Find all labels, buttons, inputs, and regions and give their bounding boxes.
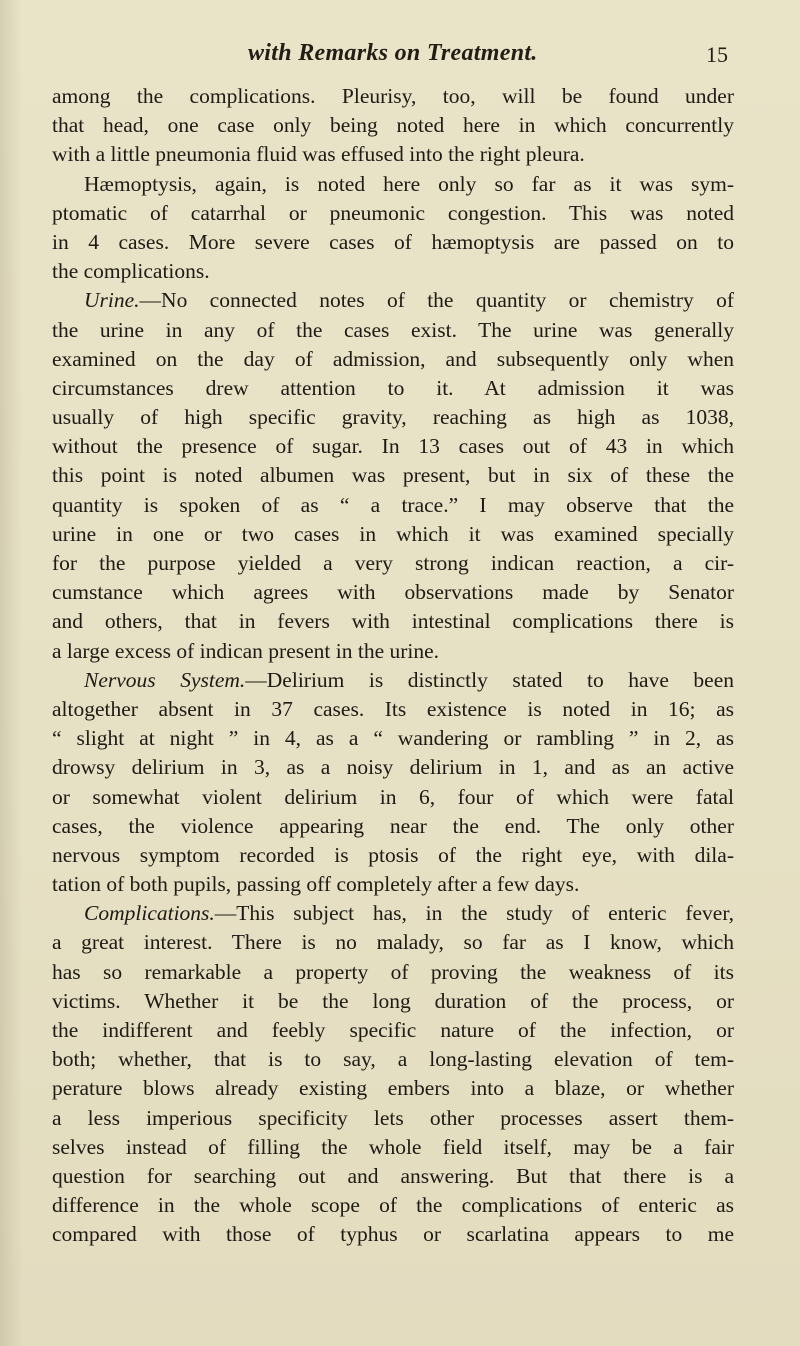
text-line: selves instead of filling the whole field itself, may be a fair bbox=[52, 1134, 734, 1159]
text-line: cases, the violence appearing near the end. The only other bbox=[52, 813, 734, 838]
text-segment: —No connected notes of the quantity or chemistry of bbox=[139, 288, 734, 313]
text-line: difference in the whole scope of the complications of enteric as bbox=[52, 1193, 734, 1218]
text-line: quantity is spoken of as “ a trace.” I may observe that the bbox=[52, 492, 734, 517]
text-segment: —Delirium is distinctly stated to have been bbox=[245, 667, 734, 692]
text-line: among the complications. Pleurisy, too, will be found under bbox=[52, 84, 734, 108]
section-heading-urine: Urine. bbox=[84, 288, 140, 313]
section-line-nervous-system bbox=[52, 666, 734, 695]
text-line: and others, that in fevers with intestinal complications there is bbox=[52, 609, 734, 634]
text-line: both; whether, that is to say, a long-lasting elevation of tem- bbox=[52, 1047, 734, 1072]
text-line: or somewhat violent delirium in 6, four of which were fatal bbox=[52, 784, 734, 809]
text-line: circumstances drew attention to it. At admission it was bbox=[52, 375, 734, 400]
text-line: urine in one or two cases in which it was examined specially bbox=[52, 521, 734, 546]
section-heading-nervous-system: Nervous System. bbox=[84, 667, 246, 692]
section-line-urine bbox=[52, 286, 734, 315]
text-line: a less imperious specificity lets other processes assert them- bbox=[52, 1105, 734, 1130]
text-line: “ slight at night ” in 4, as a “ wandering or rambling ” in 2, as bbox=[52, 726, 734, 751]
text-line: cumstance which agrees with observations made by Senator bbox=[52, 580, 734, 605]
running-title: with Remarks on Treatment. bbox=[248, 40, 538, 66]
page-number: 15 bbox=[706, 42, 728, 67]
text-line: a great interest. There is no malady, so far as I know, which bbox=[52, 930, 734, 955]
text-line: examined on the day of admission, and subsequently only when bbox=[52, 346, 734, 371]
text-line: victims. Whether it be the long duration of the process, or bbox=[52, 988, 734, 1013]
body-text bbox=[52, 82, 734, 1250]
text-line: question for searching out and answering. But that there is a bbox=[52, 1163, 734, 1188]
text-line: tation of both pupils, passing off completely after a few days. bbox=[52, 872, 580, 897]
text-segment: —This subject has, in the study of enteric fever, bbox=[214, 901, 734, 926]
text-line: has so remarkable a property of proving the weakness of its bbox=[52, 959, 734, 984]
text-line: without the presence of sugar. In 13 cases out of 43 in which bbox=[52, 434, 734, 459]
text-line: in 4 cases. More severe cases of hæmoptysis are passed on to bbox=[52, 229, 734, 254]
text-line: that head, one case only being noted here in which concurrently bbox=[52, 113, 734, 138]
text-line: usually of high specific gravity, reaching as high as 1038, bbox=[52, 405, 734, 430]
text-line: compared with those of typhus or scarlatina appears to me bbox=[52, 1222, 734, 1247]
text-line: a large excess of indican present in the urine. bbox=[52, 638, 440, 663]
text-line: the indifferent and feebly specific nature of the infection, or bbox=[52, 1018, 734, 1042]
text-line: perature blows already existing embers into a blaze, or whether bbox=[52, 1076, 734, 1101]
text-line: this point is noted albumen was present, but in six of these the bbox=[52, 463, 734, 488]
text-line: the complications. bbox=[52, 259, 210, 284]
text-line: drowsy delirium in 3, as a noisy delirium in 1, and as an active bbox=[52, 755, 734, 780]
text-line: nervous symptom recorded is ptosis of the right eye, with dila- bbox=[52, 842, 734, 867]
text-line: ptomatic of catarrhal or pneumonic congestion. This was noted bbox=[52, 200, 734, 225]
text-line: with a little pneumonia fluid was effused into the right pleura. bbox=[52, 142, 585, 167]
section-heading-complications: Complications. bbox=[84, 901, 215, 926]
text-line: for the purpose yielded a very strong indican reaction, a cir- bbox=[52, 551, 734, 575]
page-header bbox=[0, 40, 800, 70]
text-line: the urine in any of the cases exist. The urine was generally bbox=[52, 317, 734, 342]
text-line: Hæmoptysis, again, is noted here only so far as it was sym- bbox=[84, 171, 734, 196]
text-line: altogether absent in 37 cases. Its existence is noted in 16; as bbox=[52, 696, 734, 721]
section-line-complications bbox=[52, 899, 734, 928]
